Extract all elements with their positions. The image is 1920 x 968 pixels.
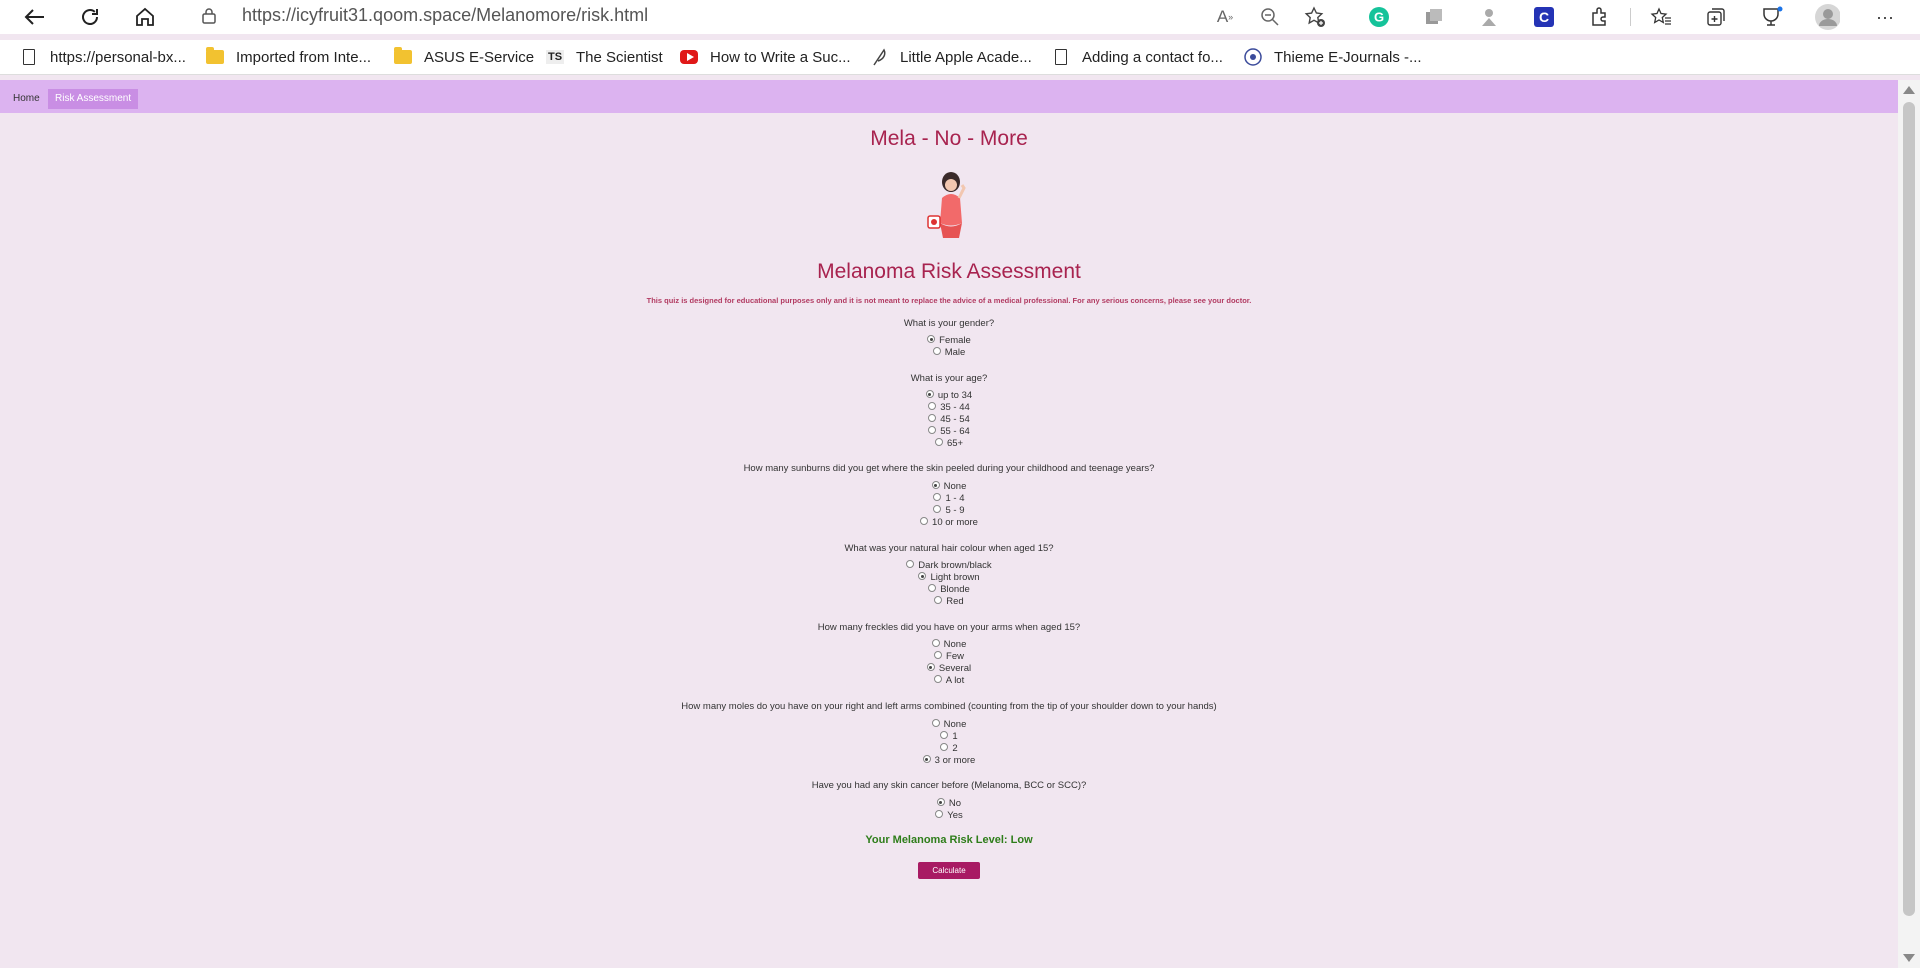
option-sunburns-10-plus[interactable]: 10 or more [0, 517, 1898, 529]
radio-button[interactable] [932, 639, 940, 647]
scroll-up-icon[interactable] [1903, 86, 1915, 94]
radio-button[interactable] [940, 731, 948, 739]
option-gender-female[interactable]: Female [0, 335, 1898, 347]
option-cancer-no[interactable]: No [0, 798, 1898, 810]
option-age-up-to-34[interactable]: up to 34 [0, 390, 1898, 402]
back-icon[interactable] [20, 3, 48, 31]
radio-button[interactable] [937, 798, 945, 806]
scroll-down-icon[interactable] [1903, 954, 1915, 962]
option-moles-2[interactable]: 2 [0, 743, 1898, 755]
option-sunburns-1-4[interactable]: 1 - 4 [0, 493, 1898, 505]
question-sunburns: How many sunburns did you get where the skin peeled during your childhood and teenage years? [743, 463, 1155, 474]
radio-button[interactable] [928, 402, 936, 410]
question-gender: What is your gender? [903, 318, 995, 329]
option-moles-1[interactable]: 1 [0, 731, 1898, 743]
question-freckles: How many freckles did you have on your arms when aged 15? [817, 622, 1081, 633]
option-sunburns-none[interactable]: None [0, 481, 1898, 493]
folder-icon [394, 48, 412, 66]
radio-button[interactable] [920, 517, 928, 525]
thieme-icon [1244, 48, 1262, 66]
disclaimer-text: This quiz is designed for educational purposes only and it is not meant to replace the advice of a medical professional. For any serious concerns, please see your doctor. [646, 296, 1252, 305]
woman-illustration [926, 168, 976, 240]
folder-icon [206, 48, 224, 66]
question-hair-colour: What was your natural hair colour when aged 15? [844, 543, 1054, 554]
radio-button[interactable] [933, 347, 941, 355]
bookmarks-bar [0, 40, 1920, 75]
browser-toolbar [0, 0, 1920, 34]
favorites-icon[interactable] [1648, 4, 1674, 30]
radio-button[interactable] [927, 335, 935, 343]
radio-button[interactable] [934, 596, 942, 604]
youtube-icon [680, 48, 698, 66]
nav-home[interactable]: Home [13, 93, 40, 104]
option-age-35-44[interactable]: 35 - 44 [0, 402, 1898, 414]
feather-icon [870, 48, 888, 66]
option-moles-none[interactable]: None [0, 719, 1898, 731]
bookmark-asus[interactable]: ASUS E-Service [394, 46, 534, 68]
option-freckles-a-lot[interactable]: A lot [0, 675, 1898, 687]
page-icon [1052, 48, 1070, 66]
option-cancer-yes[interactable]: Yes [0, 810, 1898, 822]
option-moles-3-plus[interactable]: 3 or more [0, 755, 1898, 767]
page-viewport [0, 80, 1898, 968]
read-aloud-icon[interactable]: A » [1216, 7, 1234, 26]
radio-button[interactable] [923, 755, 931, 763]
option-age-65-plus[interactable]: 65+ [0, 438, 1898, 450]
radio-button[interactable] [932, 481, 940, 489]
svg-text:C: C [1538, 9, 1550, 25]
radio-button[interactable] [935, 810, 943, 818]
url-text[interactable]: https://icyfruit31.qoom.space/Melanomore/risk.html [242, 5, 649, 25]
extension-icon[interactable] [1476, 4, 1502, 30]
lock-icon[interactable] [202, 7, 216, 24]
option-freckles-several[interactable]: Several [0, 663, 1898, 675]
calculate-button[interactable]: Calculate [918, 862, 980, 879]
radio-button[interactable] [932, 719, 940, 727]
quiz-title: Melanoma Risk Assessment [817, 260, 1081, 283]
radio-button[interactable] [940, 743, 948, 751]
bookmark-adding-contact[interactable]: Adding a contact fo... [1052, 46, 1223, 68]
page-scrollbar[interactable] [1898, 80, 1920, 968]
radio-button[interactable] [928, 426, 936, 434]
option-hair-dark[interactable]: Dark brown/black [0, 560, 1898, 572]
option-hair-blonde[interactable]: Blonde [0, 584, 1898, 596]
radio-button[interactable] [928, 584, 936, 592]
home-icon[interactable] [131, 3, 159, 31]
radio-button[interactable] [934, 651, 942, 659]
option-sunburns-5-9[interactable]: 5 - 9 [0, 505, 1898, 517]
toolbar-divider [1630, 8, 1631, 26]
scrollbar-thumb[interactable] [1903, 102, 1915, 916]
option-age-55-64[interactable]: 55 - 64 [0, 426, 1898, 438]
radio-button[interactable] [933, 505, 941, 513]
question-age: What is your age? [910, 373, 988, 384]
ts-icon: TS [547, 51, 563, 63]
c-extension-icon[interactable] [1531, 4, 1557, 30]
grammarly-icon[interactable] [1366, 4, 1392, 30]
profile-icon[interactable] [1814, 4, 1840, 30]
option-age-45-54[interactable]: 45 - 54 [0, 414, 1898, 426]
favorite-add-icon[interactable] [1302, 4, 1328, 30]
bookmark-thieme[interactable]: Thieme E-Journals -... [1244, 46, 1422, 68]
radio-button[interactable] [906, 560, 914, 568]
radio-button[interactable] [918, 572, 926, 580]
bookmark-scientist[interactable]: TS The Scientist [547, 48, 663, 66]
bookmark-little-apple[interactable]: Little Apple Acade... [870, 46, 1032, 68]
refresh-icon[interactable] [76, 3, 104, 31]
radio-button[interactable] [935, 438, 943, 446]
collections-icon[interactable] [1421, 4, 1447, 30]
option-gender-male[interactable]: Male [0, 347, 1898, 359]
tab-groups-icon[interactable] [1703, 4, 1729, 30]
radio-button[interactable] [933, 493, 941, 501]
zoom-icon[interactable] [1257, 4, 1283, 30]
risk-result: Your Melanoma Risk Level: Low [865, 834, 1033, 846]
option-freckles-few[interactable]: Few [0, 651, 1898, 663]
site-nav [0, 80, 1898, 113]
more-icon[interactable]: ··· [1876, 6, 1894, 27]
bookmark-personal[interactable]: https://personal-bx... [20, 46, 186, 68]
browser-essentials-icon[interactable] [1758, 4, 1784, 30]
bookmark-youtube[interactable]: How to Write a Suc... [680, 46, 851, 68]
page-icon [20, 48, 38, 66]
radio-button[interactable] [934, 675, 942, 683]
question-moles: How many moles do you have on your right and left arms combined (counting from the tip of your shoulder down to your hands) [681, 701, 1217, 712]
radio-button[interactable] [926, 390, 934, 398]
radio-button[interactable] [928, 414, 936, 422]
brand-title: Mela - No - More [870, 127, 1028, 150]
question-skin-cancer: Have you had any skin cancer before (Melanoma, BCC or SCC)? [811, 780, 1087, 791]
nav-risk-assessment[interactable]: Risk Assessment [48, 89, 138, 109]
extensions-icon[interactable] [1586, 4, 1612, 30]
option-hair-light-brown[interactable]: Light brown [0, 572, 1898, 584]
bookmark-imported[interactable]: Imported from Inte... [206, 46, 371, 68]
option-hair-red[interactable]: Red [0, 596, 1898, 608]
address-bar[interactable] [180, 0, 1344, 32]
option-freckles-none[interactable]: None [0, 639, 1898, 651]
svg-text:G: G [1373, 9, 1385, 25]
radio-button[interactable] [927, 663, 935, 671]
